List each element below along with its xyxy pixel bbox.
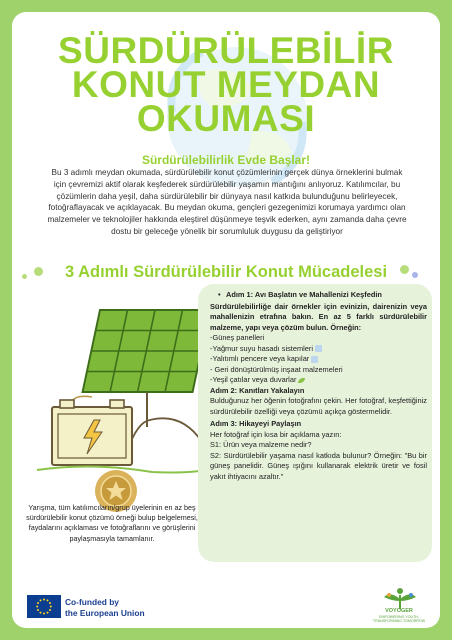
- leaf-icon: [298, 378, 305, 383]
- solar-panel-battery-illustration: [32, 302, 222, 477]
- example-item: -Yağmur suyu hasadı sistemleri: [210, 344, 427, 355]
- step-3-body: Her fotoğraf için kısa bir açıklama yazın:: [210, 429, 342, 439]
- step-3-question-1: S1: Ürün veya malzeme nedir?: [210, 440, 312, 449]
- example-item: -Yalıtımlı pencere veya kapılar: [210, 354, 427, 365]
- poster-card: [12, 12, 440, 628]
- rain-icon: [315, 345, 322, 352]
- title-line: SÜRDÜRÜLEBİLİR: [58, 30, 394, 71]
- example-item: -Yeşil çatılar veya duvarlar: [210, 375, 427, 386]
- title-line: OKUMASI: [136, 98, 316, 139]
- eu-funding-label: [65, 597, 145, 618]
- org-tagline: EMPOWERING YOUTH, TRANSFORMING TOMORROW: [372, 615, 426, 624]
- completion-note: Yarışma, tüm katılımcıların/grup üyelerinin en az beş sürdürülebilir konut çözümü örneği bulup belgelemesi, faydalarını açıklaması ve fotoğraflarını ve görüşlerini paylaşmasıyla tamamlanır.: [26, 503, 198, 543]
- step-1-body: Sürdürülebilirliğe dair örnekler için evinizin, dairenizin veya mahallenizin etrafına bakın. En az 5 farklı sürdürülebilir malzeme, yapı veya çözüm bulun. Örneğin:: [210, 301, 427, 332]
- step-1-heading: • Adım 1: Avı Başlatın ve Mahallenizi Keşfedin: [218, 290, 427, 301]
- step-3-heading: Adım 3: Hikayeyi Paylaşın: [210, 419, 302, 428]
- window-icon: [311, 356, 318, 363]
- section-title: 3 Adımlı Sürdürülebilir Konut Mücadelesi: [64, 263, 388, 281]
- eu-line-1: Co-funded by: [65, 597, 119, 607]
- example-item: -Güneş panelleri: [210, 333, 265, 342]
- step-2-heading: Adım 2: Kanıtları Yakalayın: [210, 385, 305, 395]
- eu-flag-icon: [27, 595, 61, 618]
- eu-line-2: the European Union: [65, 607, 145, 618]
- page-subtitle: Sürdürülebilirlik Evde Başlar!: [141, 153, 311, 167]
- title-line: KONUT MEYDAN: [71, 64, 381, 105]
- intro-paragraph: Bu 3 adımlı meydan okumada, sürdürülebilir konut çözümlerinin gerçek dünya örneklerini bulmak için çevremizi aktif olarak keşfederek sürdürülebilir yaşamın mantığını anlıyoruz. Katılımcılar, bu çözümlerin daha yeşil, daha sürdürülebilir bir dünyaya nasıl katkıda bulunduğunu belirleyecek, fotoğraflayacak ve açıklayacak. Bu meydan okuma, gençleri gezegenimizi korumaya yardımcı olan malzemeler ve teknolojiler hakkında eleştirel düşünmeye teşvik ederken, aynı zamanda daha çevre dostu bir geleceğe yönelik bir sorumluluk duygusu da geliştiriyor: [47, 168, 407, 236]
- step-2-body: Bulduğunuz her öğenin fotoğrafını çekin. Her fotoğraf, keşfettiğiniz sürdürülebilir özelliği veya çözümü açıkça göstermelidir.: [210, 396, 427, 416]
- steps-content: [204, 290, 427, 482]
- example-item: - Geri dönüştürülmüş inşaat malzemeleri: [210, 364, 343, 374]
- page-title: [12, 30, 440, 139]
- step-3-question-2: S2: Sürdürülebilir yaşama nasıl katkıda bulunur? Örneğin: "Bu bir güneş panelidir. Güneş ışığını kullanarak elektrik üretir ve fosil yakıt ihtiyacını azaltır.": [210, 450, 427, 481]
- step-1-examples: [210, 333, 427, 386]
- org-name: VOYOGER: [385, 608, 413, 614]
